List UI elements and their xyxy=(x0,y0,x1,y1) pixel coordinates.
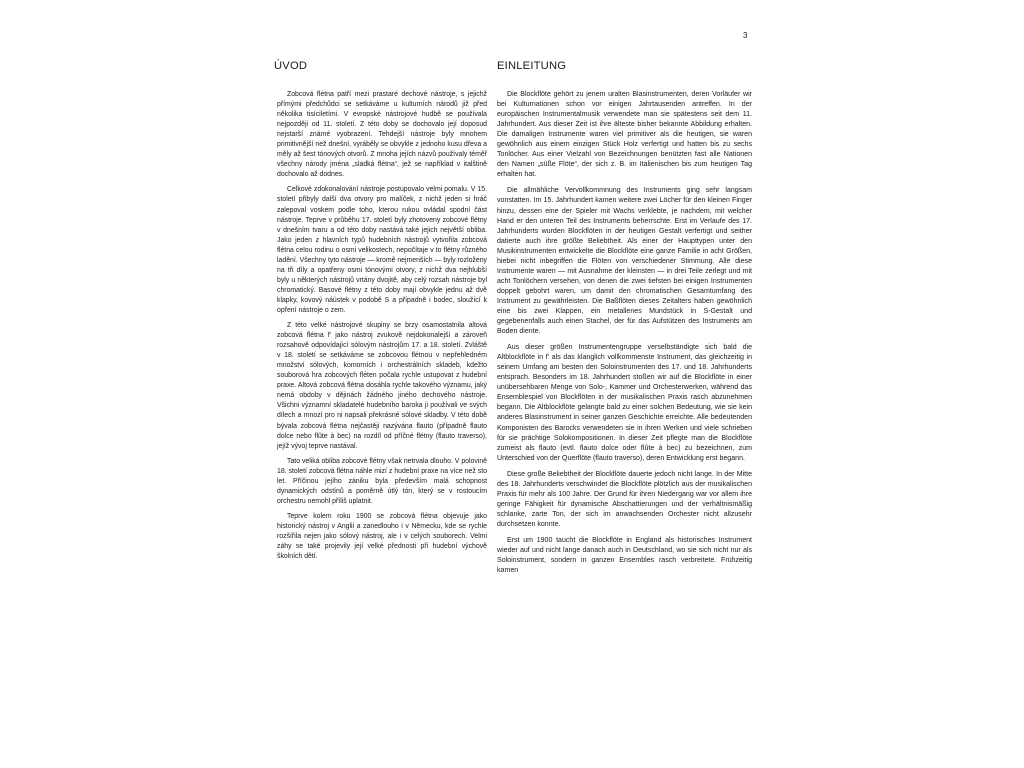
czech-paragraph-2: Celkové zdokonalování nástroje postupovalo velmi pomalu. V 15. století přibyly další dva otvory pro malíček, z nichž jeden si hráč zalepoval voskem podle toho, kterou rukou ovládal spodní část nástroje. Teprve v průběhu 17. století byly zhotoveny zobcové flétny v dnešním tvaru a od této doby nastává také jejich největší obliba. Jako jeden z hlavních typů hudebních nástrojů vytvořila zobcová flétna celou rodinu o osmi velikostech, nepočítaje v to flétny různého ladění. Všechny tyto nástroje — kromě nejmenších — byly rozloženy na tři díly a opatřeny osmi tónovými otvory, z nichž dva nejhlubší byly u některých nástrojů vrtány dvojitě, aby celý rozsah nástroje byl chromatický. Basové flétny z této doby mají obvykle jednu až dvě klapky, kovový náústek v podobě S a případně i bodec, sloužící k opření nástroje o zem. xyxy=(277,186,487,314)
german-column xyxy=(497,59,752,582)
german-paragraph-2: Die allmähliche Vervollkommnung des Instruments ging sehr langsam vonstatten. Im 15. Jahrhundert kamen weitere zwei Löcher für den kleinen Finger hinzu, dessen eine der Spieler mit Wachs verklebte, je nachdem, mit welcher Hand er den unteren Teil des Instruments beherrschte. Erst im Verlaufe des 17. Jahrhunderts wurden Blockflöten in der heutigen Gestalt verfertigt und seither datierte auch ihre größte Beliebtheit. Als einer der Haupttypen unter den Musikinstrumenten entwickelte die Blockflöte eine ganze Familie in acht Größen, hiebei nicht inbegriffen die Flöten von verschiedener Stimmung. Alle diese Instrumente waren — mit Ausnahme der kleinsten — in drei Teile zerlegt und mit acht Tonlöchern versehen, von denen die zwei tiefsten bei einigen Instrumenten doppelt gebohrt waren, um damit den chromatischen Gesamtumfang des Instrument zu gewährleisten. Die Baßflöten dieses Zeitalters haben gewöhnlich eine bis zwei Klappen, ein metallenes Mundstück in S-Gestalt und gegebenenfalls auch einen Stachel, der für das Aufstützen des Instruments am Boden diente. xyxy=(497,187,752,336)
german-body xyxy=(497,90,752,576)
german-paragraph-1: Die Blockflöte gehört zu jenem uralten Blasinstrumenten, deren Vorläufer wir bei Kulturnationen schon vor einigen Jahrtausenden antreffen. In der europäischen Instrumentalmusik verwendete man sie spätestens seit dem 11. Jahrhundert. Aus dieser Zeit ist ihre älteste bisher bekannte Abbildung erhalten. Die damaligen Instrumente waren viel primitiver als die heutigen, sie waren gewöhnlich aus einem einzigen Stück Holz verfertigt und hatten bis zu sechs Tonlöcher. Aus einer Vielzahl von Bezeichnungen benützten fast alle Nationen den Namen „süße Flöte“, der sich z. B. im Italienischen bis zum heutigen Tag erhalten hat. xyxy=(497,91,752,179)
czech-body xyxy=(274,90,487,562)
czech-paragraph-4: Tato veliká obliba zobcové flétny však netrvala dlouho. V polovině 18. století zobcová flétna náhle mizí z hudební praxe na více než sto let. Příčinou jejího zániku byla především malá schopnost dynamických odstínů a poměrně útlý tón, který se v rostoucím orchestru nemohl příliš uplatnit. xyxy=(277,457,487,505)
czech-paragraph-5: Teprve kolem roku 1900 se zobcová flétna objevuje jako historický nástroj v Anglii a zanedlouho i v Německu, kde se rychle rozšířila nejen jako sólový nástroj, ale i v celých souborech. Velmi záhy se také projevily její velké přednosti při hudební výchově školních dětí. xyxy=(277,512,487,561)
german-paragraph-3: Aus dieser größen Instrumentengruppe verselbständigte sich bald die Altblockflöte in f' als das klanglich vollkommenste Instrument, das gleichzeitig in seinem Umfang am besten den Soloinstrumenten des 17. und 18. Jahrhunderts entsprach. Besonders im 18. Jahrhundert stoßen wir auf die Blockflöte in einer unübersehbaren Menge von Solo-, Kammer und Orchesterwerken, während das Ensemblespiel von Blockflöten in der musikalischen Praxis rasch abzunehmen begann. Die Altblockflöte gelangte bald zu einer solchen Bedeutung, wie sie kein anderes Blasinstrument in seiner ganzen Geschichte erreichte. Alle bedeutenden Komponisten des Barocks verwendeten sie in ihren Werken und viele schrieben für sie prächtige Solokompositionen. In dieser Zeit pflegte man die Blockflöte zumeist als flauto (evtl. flauto dolce oder flûte à bec) zu bezeichnen, zum Unterschied von der Querflöte (flauto traverso), deren Entwicklung erst begann. xyxy=(497,344,752,462)
czech-heading: ÚVOD xyxy=(274,60,308,72)
german-heading: EINLEITUNG xyxy=(497,60,567,72)
page-number: 3 xyxy=(743,31,748,40)
german-paragraph-5: Erst um 1900 taucht die Blockflöte in England als historisches Instrument wieder auf und nicht lange danach auch in Deutschland, wo sie sich nicht nur als Soloinstrument, sondern in ganzen Ensembles rasch verbreitete. Frühzeitig kamen xyxy=(497,536,752,575)
german-paragraph-4: Diese große Beliebtheit der Blockflöte dauerte jedoch nicht lange. In der Mitte des 18. Jahrhunderts verschwindet die Blockflöte plötzlich aus der musikalischen Praxis für mehr als 100 Jahre. Der Grund für ihren Niedergang war vor allem ihre geringe Fähigkeit für dynamische Abschattierungen und der verhältnismäßig schlanke, zarte Ton, der sich im anwachsenden Orchester nicht allzusehr durchsetzen konnte. xyxy=(497,470,752,528)
czech-paragraph-3: Z této velké nástrojové skupiny se brzy osamostatnila altová zobcová flétna f' jako nástroj zvukově nejdokonalejší a zároveň rozsahově odpovídající sólovým nástrojům 17. a 18. století. Zvláště v 18. století se setkáváme se zobcovou flétnou v nepřehledném množství sólových, komorních i orchestrálních skladeb, kdežto souborová hra zobcových fléten počala rychle ustupovat z hudební praxe. Altová zobcová flétna dosáhla rychle takového významu, jaký nemá obdoby v dějinách žádného jiného dechového nástroje. Všichni významní skladatelé hudebního baroka ji používali ve svých dílech a mnozí pro ni napsali překrásné sólové skladby. V této době bývala zobcová flétna nejčastěji nazývána flauto (případně flauto dolce nebo flûte à bec) na rozdíl od příčné flétny (flauto traverso), jejíž vývoj teprve nastával. xyxy=(277,322,487,450)
czech-column xyxy=(274,59,487,567)
czech-paragraph-1: Zobcová flétna patří mezi prastaré dechové nástroje, s jejichž přímými předchůdci se setkáváme u kulturních národů již před několika tisíciletími. V evropské nástrojové hudbě se používala nejpozději od 11. století. Z této doby se dochovalo její doposud nejstarší známé vyobrazení. Tehdejší nástroje byly mnohem primitivnější než dnešní, vyráběly se obvykle z jednoho kusu dřeva a měly až šest tónových otvorů. Z mnoha jejích názvů používaly téměř všechny národy jména „sladká flétna“, jež se například v italštině dochovalo až dodnes. xyxy=(277,91,487,179)
